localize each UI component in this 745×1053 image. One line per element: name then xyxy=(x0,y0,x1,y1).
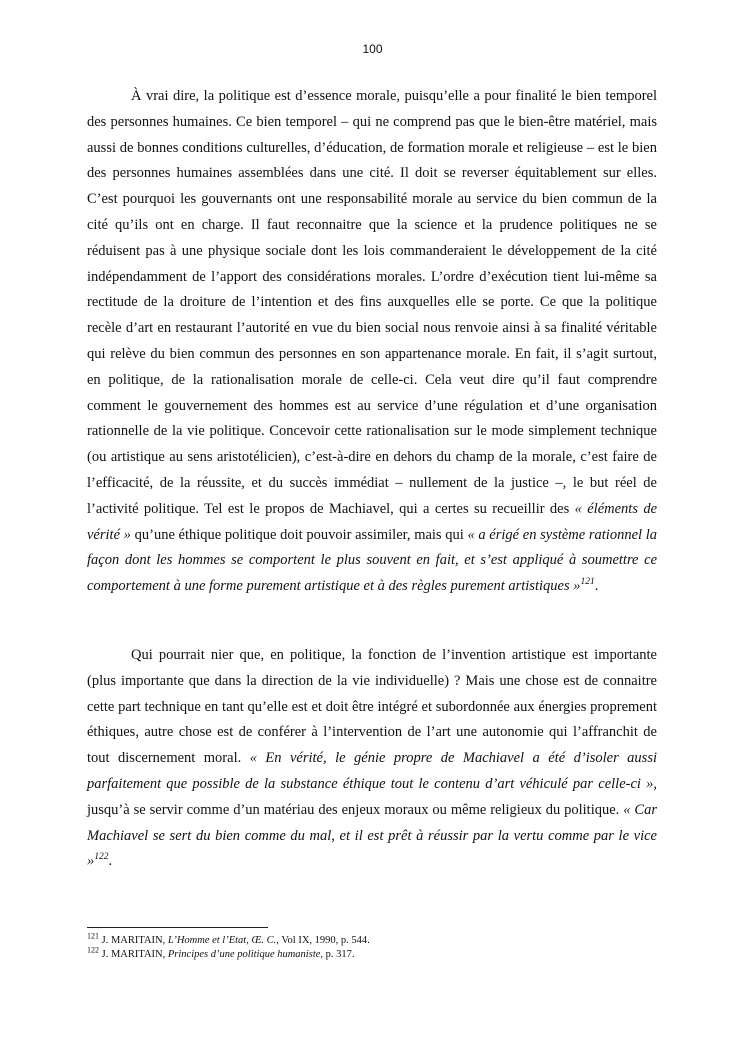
footnote-separator xyxy=(87,927,268,928)
footnote-reference[interactable]: 122 xyxy=(94,852,109,863)
footnote-details: p. 317. xyxy=(325,949,355,960)
paragraph-text: . xyxy=(108,853,113,870)
paragraph-1 xyxy=(87,84,657,600)
footnote-reference[interactable]: 121 xyxy=(580,577,595,588)
paragraph-text: jusqu’à se servir comme d’un matériau des enjeux moraux ou même religieux du politique. xyxy=(87,801,620,818)
quotation: « Car Machiavel se sert du bien comme du mal, et il est prêt à réussir par la vertu comme par le vice » xyxy=(87,801,657,870)
quotation: « En vérité, le génie propre de Machiavel a été d’isoler aussi parfaitement que possible de la substance éthique tout le contenu d’art véhiculé par celle-ci », xyxy=(87,750,657,792)
footnote-details: Vol IX, 1990, p. 544. xyxy=(281,935,370,946)
page-number: 100 xyxy=(362,42,383,56)
footnote xyxy=(87,945,657,962)
paragraph-text: . xyxy=(594,578,599,595)
footnote-title: L’Homme et l’Etat, Œ. C., xyxy=(167,935,279,946)
paragraph-text: Qui pourrait nier que, en politique, la fonction de l’invention artistique est importante (plus importante que dans la direction de la vie individuelle) ? Mais une chose est de connaitre cette part technique en tant qu’elle est et doit être intégré et subordonnée aux énergies proprement éthiques, autre chose est de conférer à l’intervention de l’art une autonomie qui l’affranchit de tout discernement moral. xyxy=(87,647,657,767)
quotation: « a érigé en système rationnel la façon dont les hommes se comportent le plus souvent en fait, et s’est appliqué à soumettre ce comportement à une forme purement artistique et à des règles purement artistiques » xyxy=(87,526,657,595)
paragraph-text: À vrai dire, la politique est d’essence morale, puisqu’elle a pour finalité le bien temporel des personnes humaines. Ce bien temporel – qui ne comprend pas que le bien-être matériel, mais aussi de bonnes conditions culturelles, d’éducation, de formation morale et religieuse – est le bien des personnes humaines assemblées dans une cité. Il doit se reverser équitablement sur elles. C’est pourquoi les gouvernants ont une responsabilité morale au service du bien commun de la cité qu’ils ont en charge. Il faut reconnaitre que la science et la prudence politiques ne se réduisent pas à une physique sociale dont les lois commanderaient le développement de la cité indépendamment de l’apport des considérations morales. L’ordre d’exécution tient lui-même sa rectitude de la droiture de l’intention et des fins auxquelles elle se porte. Ce que la politique recèle d’art en restaurant l’autorité en vue du bien social nous renvoie ainsi à sa finalité véritable qui relève du bien commun des personnes en son appartenance morale. En fait, il s’agit surtout, en politique, de la rationalisation morale de celle-ci. Cela veut dire qu’il faut comprendre comment le gouvernement des hommes est au service d’une régulation et d’une organisation rationnelle de la vie politique. Concevoir cette rationalisation sur le mode simplement technique (ou artistique au sens aristotélicien), c’est-à-dire en dehors du champ de la morale, c’est faire de l’efficacité, de la réussite, et du succès immédiat – nullement de la justice –, le but réel de l’activité politique. Tel est le propos de Machiavel, qui a certes su recueillir des xyxy=(87,88,657,517)
footnote-number: 122 xyxy=(87,945,99,955)
footnotes xyxy=(87,931,657,962)
quotation: « éléments de vérité » xyxy=(87,500,658,543)
paragraph-2 xyxy=(87,643,657,875)
footnote xyxy=(87,931,657,948)
paragraph-text: qu’une éthique politique doit pouvoir assimiler, mais qui xyxy=(134,526,464,543)
footnote-author: J. MARITAIN, xyxy=(101,949,166,960)
footnote-author: J. MARITAIN, xyxy=(101,935,166,946)
footnote-title: Principes d’une politique humaniste, xyxy=(167,949,324,960)
footnote-number: 121 xyxy=(87,931,99,941)
